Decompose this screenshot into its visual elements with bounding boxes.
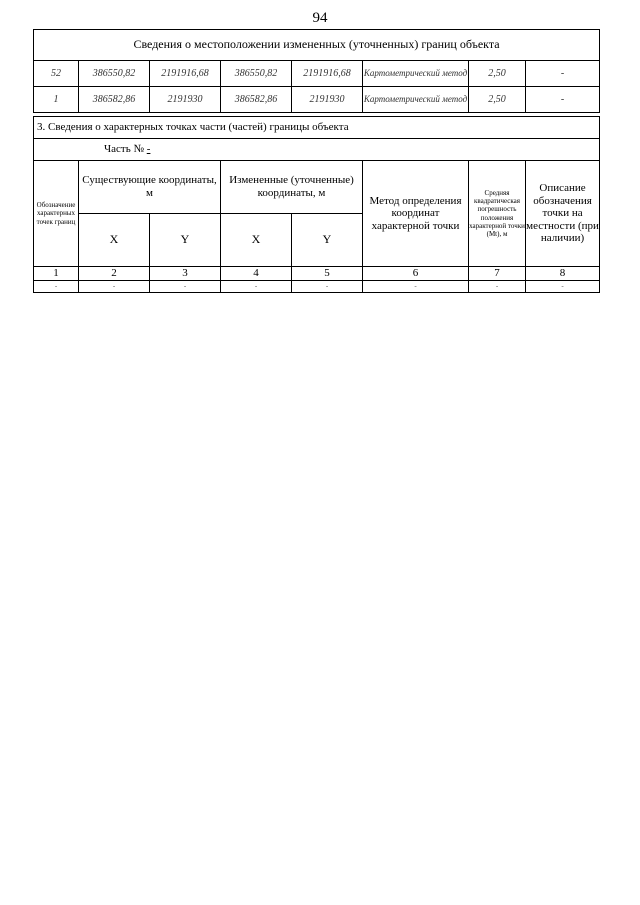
description-cell: - <box>526 61 600 87</box>
description-cell: - <box>526 87 600 113</box>
column-number: 4 <box>221 267 292 281</box>
x-existing-cell: 386550,82 <box>79 61 150 87</box>
data-cell: - <box>34 281 79 293</box>
y-changed-cell: 2191930 <box>292 87 363 113</box>
changed-coords-header: Измененные (уточненные) координаты, м <box>221 161 363 214</box>
y-existing-cell: 2191916,68 <box>150 61 221 87</box>
data-cell: - <box>469 281 526 293</box>
part-number-row <box>34 139 600 161</box>
page-number: 94 <box>312 10 328 26</box>
x-changed-cell: 386582,86 <box>221 87 292 113</box>
accuracy-header: Средняя квадратическая погрешность положения характерной точки (Mt), м <box>469 161 526 267</box>
column-numbers-row <box>34 267 600 281</box>
x-changed-header: X <box>221 214 292 267</box>
x-changed-cell: 386550,82 <box>221 61 292 87</box>
column-number: 5 <box>292 267 363 281</box>
section3-title: 3. Сведения о характерных точках части (частей) границы объекта <box>34 117 600 139</box>
y-changed-header: Y <box>292 214 363 267</box>
method-cell: Картометрический метод <box>363 87 469 113</box>
part-boundary-points-table <box>33 116 600 293</box>
method-header: Метод определения координат характерной точки <box>363 161 469 267</box>
column-number: 2 <box>79 267 150 281</box>
part-value: - <box>146 143 151 156</box>
point-cell: 52 <box>34 61 79 87</box>
table1-title: Сведения о местоположении измененных (уточненных) границ объекта <box>34 30 600 61</box>
data-cell: - <box>526 281 600 293</box>
table-row <box>34 281 600 293</box>
column-number: 8 <box>526 267 600 281</box>
accuracy-cell: 2,50 <box>469 61 526 87</box>
x-existing-header: X <box>79 214 150 267</box>
method-cell: Картометрический метод <box>363 61 469 87</box>
part-label: Часть № <box>104 143 144 156</box>
data-cell: - <box>221 281 292 293</box>
data-cell: - <box>150 281 221 293</box>
data-cell: - <box>79 281 150 293</box>
existing-coords-header: Существующие координаты, м <box>79 161 221 214</box>
column-number: 3 <box>150 267 221 281</box>
point-designation-header: Обозначение характерных точек границ <box>34 161 79 267</box>
y-existing-cell: 2191930 <box>150 87 221 113</box>
data-cell: - <box>363 281 469 293</box>
column-number: 1 <box>34 267 79 281</box>
changed-boundaries-table <box>33 29 600 113</box>
y-changed-cell: 2191916,68 <box>292 61 363 87</box>
accuracy-cell: 2,50 <box>469 87 526 113</box>
table-row <box>34 87 600 113</box>
description-header: Описание обозначения точки на местности (при наличии) <box>526 161 600 267</box>
point-cell: 1 <box>34 87 79 113</box>
y-existing-header: Y <box>150 214 221 267</box>
table-row <box>34 61 600 87</box>
column-number: 7 <box>469 267 526 281</box>
x-existing-cell: 386582,86 <box>79 87 150 113</box>
data-cell: - <box>292 281 363 293</box>
column-number: 6 <box>363 267 469 281</box>
